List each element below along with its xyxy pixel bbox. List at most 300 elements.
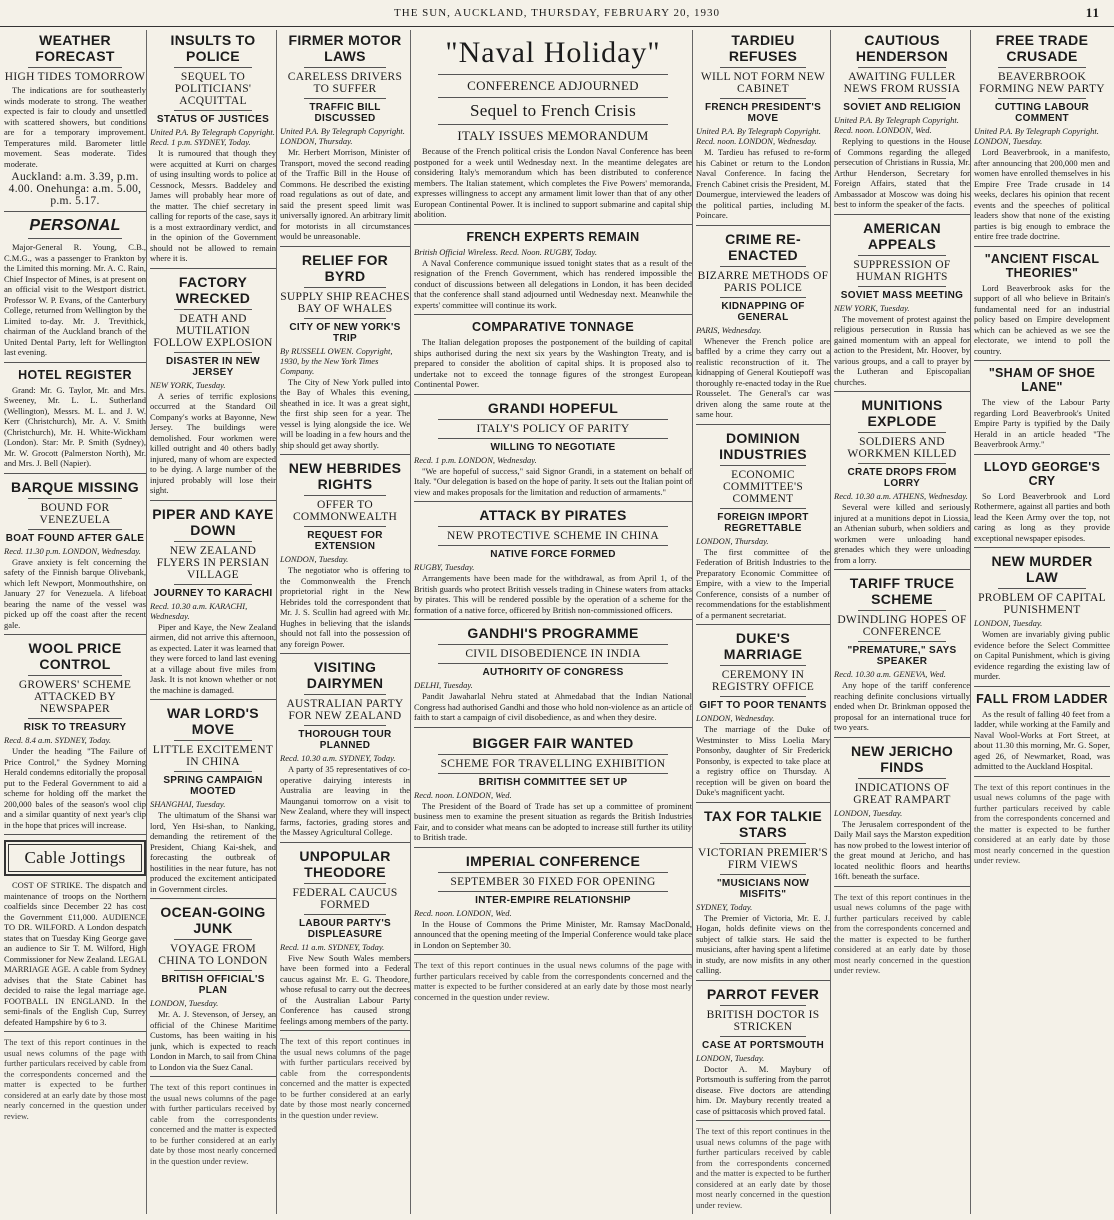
- divider-rule: [28, 529, 122, 530]
- article-subdeck: FRENCH PRESIDENT'S MOVE: [704, 102, 822, 124]
- article-subdeck: WILLING TO NEGOTIATE: [490, 441, 616, 453]
- article-deck: FEDERAL CAUCUS FORMED: [292, 886, 398, 911]
- column-rule: [414, 224, 692, 225]
- dateline: Recd. noon. LONDON, Wed.: [414, 907, 512, 918]
- article-deck: CARELESS DRIVERS TO SUFFER: [287, 71, 403, 95]
- article-headline: HOTEL REGISTER: [18, 367, 132, 382]
- article-body: [280, 377, 410, 451]
- article-deck: OFFER TO COMMONWEALTH: [292, 499, 398, 523]
- column-rule: [696, 802, 830, 803]
- article-subdeck: TRAFFIC BILL DISCUSSED: [309, 102, 381, 124]
- article: [696, 630, 830, 803]
- article: [280, 252, 410, 456]
- divider-rule: [304, 98, 386, 99]
- paragraph: Lord Beaverbrook asks for the support of all who believe in Britain's fundamental need for an industrial policy based on Empire development which can be achieved as we see the electorate, we intend to poll the country.: [974, 282, 1110, 356]
- article-body: [4, 746, 146, 830]
- article-headline: PERSONAL: [29, 217, 121, 234]
- article-subdeck: THOROUGH TOUR PLANNED: [298, 729, 392, 751]
- divider-rule: [438, 754, 668, 755]
- article-headline: FALL FROM LADDER: [976, 691, 1108, 706]
- article-subdeck: LABOUR PARTY'S DISPLEASURE: [299, 917, 391, 940]
- article-headline: FREE TRADE CRUSADE: [995, 32, 1089, 64]
- article-body: [974, 629, 1110, 682]
- article-deck: SEQUEL TO POLITICIANS' ACQUITTAL: [174, 71, 252, 107]
- paragraph: As the result of falling 40 feet from a ladder, while working at the Family and Naval Wool-Works at Fort Street, at about 11.30 this morning, Mr. G. Soper, aged 26, of Newmarket, Road, was admitted to the Auckland Hospital.: [974, 708, 1110, 771]
- column-rule: [834, 214, 970, 215]
- divider-rule: [438, 419, 668, 420]
- article: [974, 553, 1110, 687]
- divider-rule: [438, 891, 668, 892]
- paragraph: Lord Beaverbrook, in a manifesto, after announcing that 200,000 men and women have enrolled themselves in his Empire Free Trade crusade in 14 weeks, declares his opinion that recent events and the speeches of political leaders show that none of the existing parties is big enough to embrace the entire free trade doctrine.: [974, 147, 1110, 241]
- article-deck: BRITISH DOCTOR IS STRICKEN: [706, 1008, 820, 1033]
- article-deck: CIVIL DISOBEDIENCE IN INDIA: [465, 648, 641, 660]
- article-subdeck: CITY OF NEW YORK'S TRIP: [289, 321, 401, 344]
- article-body: [280, 565, 410, 649]
- article-deck: NEW PROTECTIVE SCHEME IN CHINA: [447, 530, 659, 542]
- article-deck: NEW ZEALAND FLYERS IN PERSIAN VILLAGE: [156, 544, 270, 581]
- article-headline: NEW MURDER LAW: [991, 553, 1093, 585]
- dateline: United P.A. By Telegraph Copyright. LONDON, Tuesday.: [974, 126, 1099, 146]
- divider-rule: [998, 588, 1086, 589]
- article-deck: BIZARRE METHODS OF PARIS POLICE: [697, 269, 829, 294]
- divider-rule: [304, 287, 386, 288]
- divider-rule: [858, 286, 946, 287]
- paragraph: The movement of protest against the religious persecution in Russia has gained momentum with an appeal for action to the President, Mr. Hoover, by various groups, and a call to prayer by the Lutheran and Episcopalian churches.: [834, 313, 970, 387]
- article-body: [834, 502, 970, 565]
- article-headline: TARIFF TRUCE SCHEME: [849, 575, 955, 607]
- column-rule: [414, 727, 692, 728]
- column-6: [834, 30, 971, 1214]
- article: [150, 705, 276, 899]
- dateline: RUGBY, Tuesday.: [414, 562, 475, 572]
- column-rule: [280, 454, 410, 455]
- article-deck: WILL NOT FORM NEW CABINET: [700, 71, 826, 95]
- divider-rule: [720, 297, 806, 298]
- article-subdeck: INTER-EMPIRE RELATIONSHIP: [475, 894, 631, 906]
- article-deck: VICTORIAN PREMIER'S FIRM VIEWS: [698, 846, 828, 871]
- paragraph: Women are invariably giving public evidence before the Select Committee on Capital Punishment, which is giving evidence regarding the existing law of murder.: [974, 629, 1110, 681]
- paragraph: The Italian delegation proposes the postponement of the building of capital ships authorised during the next six years by the Washington Treaty, and is prepared to consider the abolition of capital ships. It is proposed also to undertake not to exceed the tonnage figures of the strongest European Continental Power.: [414, 337, 692, 389]
- column-rule: [414, 314, 692, 315]
- article-deck: CEREMONY IN REGISTRY OFFICE: [711, 669, 815, 693]
- article: [696, 986, 830, 1122]
- article: [4, 640, 146, 835]
- dateline: NEW YORK, Tuesday.: [150, 379, 226, 390]
- article: [4, 32, 146, 212]
- column-rule: [4, 1031, 146, 1032]
- dateline: LONDON, Thursday.: [696, 535, 769, 546]
- article-subdeck: SOVIET AND RELIGION: [843, 102, 961, 113]
- article-subdeck: STATUS OF JUSTICES: [156, 114, 270, 125]
- column-rule: [150, 268, 276, 269]
- article: [414, 36, 692, 225]
- column-3: [280, 30, 411, 1214]
- article-deck: PROBLEM OF CAPITAL PUNISHMENT: [978, 592, 1106, 616]
- dateline: SHANGHAI, Tuesday.: [150, 799, 226, 809]
- dateline: Recd. 10.30 a.m. SYDNEY, Today.: [280, 753, 396, 763]
- dateline: Recd. noon. LONDON, Wed.: [414, 789, 512, 800]
- article-headline: INSULTS TO POLICE: [170, 32, 256, 64]
- divider-rule: [304, 914, 386, 915]
- column-rule: [974, 360, 1110, 361]
- column-filler: The text of this report continues in the usual news columns of the page with further particulars received by cable from the correspondents concerned and the matter is expected to be further considered at an early date by those most nearly concerned in the question under review.: [150, 1082, 276, 1166]
- article-headline: NEW HEBRIDES RIGHTS: [288, 460, 402, 492]
- divider-rule: [174, 771, 252, 772]
- article-headline: CAUTIOUS HENDERSON: [855, 32, 949, 64]
- article-body: [414, 691, 692, 723]
- article-body: [834, 136, 970, 210]
- dateline: Recd. 1 p.m. LONDON, Wednesday.: [414, 454, 537, 465]
- article-deck: SUPPLY SHIP REACHES BAY OF WHALES: [280, 290, 410, 315]
- dateline: LONDON, Tuesday.: [150, 998, 219, 1008]
- page-number: 11: [1085, 5, 1100, 20]
- dateline: United P.A. By Telegraph Copyright. Recd. noon. LONDON, Wednesday.: [696, 126, 821, 146]
- divider-rule: [438, 526, 668, 527]
- column-rule: [414, 847, 692, 848]
- divider-rule: [720, 1005, 806, 1006]
- article: [974, 32, 1110, 247]
- article: [414, 853, 692, 956]
- column-rule: [696, 1120, 830, 1121]
- article: [834, 397, 970, 570]
- article-deck: ECONOMIC COMMITTEE'S COMMENT: [722, 468, 804, 505]
- article-deck: SCHEME FOR TRAVELLING EXHIBITION: [440, 757, 666, 770]
- article-headline: ATTACK BY PIRATES: [479, 507, 627, 523]
- column-5: [696, 30, 831, 1214]
- article: [280, 32, 410, 247]
- article-body: [150, 810, 276, 894]
- article-subdeck: "PREMATURE," SAYS SPEAKER: [847, 645, 957, 667]
- divider-rule: [304, 694, 386, 695]
- column-rule: [696, 980, 830, 981]
- article: [974, 460, 1110, 549]
- article-subdeck: Sequel to French Crisis: [469, 101, 637, 120]
- article: [150, 32, 276, 269]
- column-rule: [974, 547, 1110, 548]
- article-subdeck: GIFT TO POOR TENANTS: [699, 700, 827, 711]
- article-body: [150, 391, 276, 496]
- column-rule: [834, 391, 970, 392]
- divider-rule: [438, 124, 668, 125]
- divider-rule: [998, 98, 1086, 99]
- column-filler: The text of this report continues in the usual news columns of the page with further particulars received by cable from the correspondents concerned and the matter is expected to be further considered at an early date by those most nearly concerned in the question under review.: [280, 1036, 410, 1120]
- article-subdeck: "MUSICIANS NOW MISFITS": [716, 877, 810, 900]
- article-body: [150, 1009, 276, 1072]
- divider-rule: [304, 526, 386, 527]
- paragraph: A Naval Conference communique issued tonight states that as a result of the resignation of the French Government, which has rendered impossible the conduct of discussions between all delegations in London, it has been decided that the conference shall stand adjourned until Wednesday next. Meanwhile the experts' committee will continue its work.: [414, 257, 692, 310]
- article-subdeck: REQUEST FOR EXTENSION: [307, 530, 383, 552]
- article-body: [414, 258, 692, 311]
- article: [834, 32, 970, 215]
- dateline: Recd. 11 a.m. SYDNEY, Today.: [280, 941, 385, 952]
- dateline: NEW YORK, Tuesday.: [834, 302, 910, 313]
- paragraph: Piper and Kaye, the New Zealand airmen, did not arrive this afternoon, as expected. Later it was learned that they were forced to land last evening at a village about five miles from Jask. It is not known whether or not the machine is damaged.: [150, 621, 276, 695]
- column-rule: [696, 624, 830, 625]
- article: [974, 366, 1110, 455]
- column-1: [4, 30, 147, 1214]
- paragraph: Several were killed and seriously injured at a munitions depot in Liossia, an Athenian suburb, when soldiers and workmen were unloading hand grenades which they were unloading from a lorry.: [834, 502, 970, 565]
- column-rule: [834, 886, 970, 887]
- article: [974, 252, 1110, 362]
- divider-rule: [438, 644, 668, 645]
- divider-rule: [28, 498, 122, 499]
- paragraph: M. Tardieu has refused to re-form his Cabinet or return to the London Naval Conference. In facing the French Cabinet crisis the President, M. Doumergue, interviewed the leaders of the political parties, including M. Poincare.: [696, 147, 830, 220]
- dateline: United P.A. By Telegraph Copyright. LONDON, Thursday.: [280, 126, 405, 146]
- article-body: [280, 147, 410, 242]
- article: [4, 840, 146, 1032]
- article: [414, 320, 692, 395]
- article-deck: BEAVERBROOK FORMING NEW PARTY: [979, 71, 1105, 95]
- divider-rule: [438, 74, 668, 75]
- article-headline: COMPARATIVE TONNAGE: [472, 320, 634, 334]
- paragraph: "We are hopeful of success," said Signor Grandi, in a statement on behalf of Italy. "Our delegation is based on the hope of parity. It sets out the Italian point of view and makes proposals for the limitation and reduction of armaments.": [414, 465, 692, 497]
- paragraph: Any hope of the tariff conference reaching definite conclusions virtually ended when Dr. Brinkman opposed the proposal for an international truce for two years.: [834, 680, 970, 732]
- paragraph: The City of New York pulled into the Bay of Whales this evening, sheathed in ice. It was a great sight, the first ship seen for a year. The vessel is lying alongside the ice. We will be loading in a few hours and the ship should get away shortly.: [280, 376, 410, 450]
- article-deck: SUPPRESSION OF HUMAN RIGHTS: [853, 258, 951, 283]
- divider-rule: [174, 939, 252, 940]
- article-headline: OCEAN-GOING JUNK: [160, 904, 266, 936]
- article-body: [974, 397, 1110, 450]
- article: [4, 368, 146, 474]
- article: [414, 230, 692, 316]
- column-rule: [4, 362, 146, 363]
- article-body: [834, 680, 970, 733]
- dateline: PARIS, Wednesday.: [696, 324, 762, 335]
- dateline: Recd. 8.4 a.m. SYDNEY, Today.: [4, 735, 112, 745]
- column-filler: The text of this report continues in the usual news columns of the page with further particulars received by cable from the correspondents concerned and the matter is expected to be further considered at an early date by those most nearly concerned in the question under review.: [4, 1037, 146, 1121]
- divider-rule: [858, 432, 946, 433]
- article: [4, 217, 146, 363]
- paragraph: The negotiator who is offering to the Commonwealth the French proprietorial right in the New Hebrides told the correspondent that Mr. J. S. Scullin had agreed with Mr. Hughes in believing that the islands should not fall into the possession of any foreign Power.: [280, 565, 410, 649]
- divider-rule: [174, 67, 252, 68]
- article-headline: GANDHI'S PROGRAMME: [467, 625, 639, 641]
- article-subdeck: NATIVE FORCE FORMED: [490, 549, 616, 560]
- article-deck: AUSTRALIAN PARTY FOR NEW ZEALAND: [286, 698, 404, 722]
- column-rule: [414, 394, 692, 395]
- divider-rule: [720, 1036, 806, 1037]
- article-headline: TARDIEU REFUSES: [728, 32, 798, 64]
- column-rule: [696, 225, 830, 226]
- divider-rule: [858, 98, 946, 99]
- divider-rule: [438, 438, 668, 439]
- paragraph: In the House of Commons the Prime Minister, Mr. Ramsay MacDonald, announced that the opening meeting of the Imperial Conference would take place in London on September 30.: [414, 918, 692, 950]
- column-rule: [280, 246, 410, 247]
- article: [834, 743, 970, 887]
- divider-rule: [304, 883, 386, 884]
- divider-rule: [720, 696, 806, 697]
- article-subdeck: CUTTING LABOUR COMMENT: [994, 102, 1090, 124]
- column-rule: [974, 454, 1110, 455]
- article: [150, 904, 276, 1077]
- column-rule: [414, 954, 692, 955]
- article-body: [974, 147, 1110, 242]
- article-headline: VISITING DAIRYMEN: [306, 659, 384, 691]
- article-headline: IMPERIAL CONFERENCE: [465, 852, 641, 869]
- column-rule: [834, 737, 970, 738]
- article-headline: FRENCH EXPERTS REMAIN: [466, 229, 640, 244]
- article-subdeck: CASE AT PORTSMOUTH: [701, 1039, 825, 1051]
- divider-rule: [174, 110, 252, 111]
- article-headline: Cable Jottings: [8, 844, 142, 872]
- article-headline: PIPER AND KAYE DOWN: [152, 505, 274, 538]
- article: [414, 735, 692, 848]
- divider-rule: [304, 67, 386, 68]
- article-body: [696, 147, 830, 221]
- article: [280, 460, 410, 654]
- article-headline: "Naval Holiday": [445, 36, 661, 69]
- paragraph: COST OF STRIKE. The dispatch and maintenance of troops on the Northern coalfields since December 22 has cost the Government £11,000. AUDIENCE TO DR. WILFORD. A London despatch states that on Tuesday King George gave an audience to Sir T. M. Wilford, High Commissioner for New Zealand. LEGAL MARRIAGE AGE. A cable from Sydney advises that the State Cabinet has decided to raise the legal marriage age. FOOTBALL IN ENGLAND. In the semi-finals of the English Cup, Surrey defeated Hampshire by 6 to 3.: [4, 880, 146, 1027]
- divider-rule: [858, 641, 946, 642]
- column-rule: [280, 653, 410, 654]
- paragraph: Because of the French political crisis the London Naval Conference has been postponed for a week until Wednesday next. In the meantime delegates are considering Italy's memorandum which has been distributed to conference members. The Italian statement, which completes the Five Powers' memoranda, expresses willingness to accept any armament limit lower than that of any other European Continental Power. It is inclined to support submarine and capital ship abolition.: [414, 146, 692, 219]
- article-deck: SEPTEMBER 30 FIXED FOR OPENING: [450, 875, 656, 888]
- article: [696, 430, 830, 626]
- divider-rule: [438, 663, 668, 664]
- column-filler: The text of this report continues in the usual news columns of the page with further particulars received by cable from the correspondents concerned and the matter is expected to be further considered at an early date by those most nearly concerned in the question under review.: [414, 960, 692, 1002]
- article-subdeck: CRATE DROPS FROM LORRY: [847, 467, 957, 489]
- article: [834, 220, 970, 393]
- divider-rule: [858, 463, 946, 464]
- lower-right: [414, 733, 692, 1003]
- paragraph: Whenever the French police are baffled by a crime they carry out a realistic reconstruction of it. The kidnapping of General Koutiepoff was thoroughly re-enacted today in the Rue Rousselet. The General's car was driven along the same route at the same hour.: [696, 335, 830, 419]
- dateline: LONDON, Tuesday.: [280, 554, 349, 564]
- divider-rule: [174, 352, 252, 353]
- paragraph: Doctor A. M. Maybury of Portsmouth is suffering from the parrot disease. Five doctors are attending him. Dr. Maybury recently treated a case of psittacosis which proved fatal.: [696, 1063, 830, 1116]
- article-deck: SOLDIERS AND WORKMEN KILLED: [847, 436, 957, 460]
- paragraph: Five New South Wales members have been formed into a Federal caucus against Mr. E. G. Theodore, whose refusal to carry out the decrees of the Australian Labour Party Conference has caused strong feelings among members of the party.: [280, 952, 410, 1026]
- divider-rule: [438, 97, 668, 98]
- article-headline: WAR LORD'S MOVE: [167, 705, 259, 737]
- article: [414, 625, 692, 728]
- article-headline: AMERICAN APPEALS: [863, 219, 941, 252]
- paragraph: The first committee of the Federation of British Industries to the Preparatory Economic Committee of Empire, with a view to the Imperial Conference, consists of a number of recommendations for the establishment of a permanent secretariat.: [696, 546, 830, 620]
- divider-rule: [304, 318, 386, 319]
- dateline: Recd. 10.30 a.m. ATHENS, Wednesday.: [834, 491, 968, 501]
- column-rule: [280, 842, 410, 843]
- divider-rule: [174, 740, 252, 741]
- paragraph: Major-General R. Young, C.B., C.M.G., was a passenger to Frankton by the Limited this morning. Mr. A. C. Rain, Chief Inspector of Mines, is at present on an official visit to the Westport district. Professor W. P. Evans, of the Canterbury College, returned from Wellington by the Limited to-day. Mr. J. Trevithick, chairman of the Auckland branch of the United Dental Party, left for Wellington last evening.: [4, 242, 146, 357]
- article-body: [150, 622, 276, 696]
- article-subdeck: DISASTER IN NEW JERSEY: [166, 355, 260, 378]
- paragraph: Mr. Herbert Morrison, Minister of Transport, moved the second reading of the Traffic Bill in the House of Commons. He described the existing road regulations as out of date, and said the present speed limit was universally ignored. An arbitrary limit for motorists in all circumstances would be unreasonable.: [280, 147, 410, 241]
- lower-split: [414, 733, 692, 1003]
- paragraph: The indications are for southeasterly winds moderate to strong. The weather expected is fair to cloudy and unsettled with scattered showers, but conditions are for a temporary improvement. Temperatures mild. Barometer little movement. Seas moderate. Tides moderate.: [4, 85, 146, 169]
- paragraph: Under the heading "The Failure of Price Control," the Sydney Morning Herald condemns editorially the proposal put to the Federal Government to aid a scheme for holding off the market the 200,000 bales of the season's wool clip and a similar quantity of next year's clip in the hope that prices will increase.: [4, 746, 146, 830]
- column-rule: [4, 211, 146, 212]
- divider-rule: [720, 98, 806, 99]
- article-deck: HIGH TIDES TOMORROW: [4, 71, 146, 83]
- dateline: United P.A. By Telegraph Copyright. Recd. 1 p.m. SYDNEY, Today.: [150, 127, 275, 147]
- article-headline: WEATHER FORECAST: [35, 32, 115, 64]
- divider-rule: [438, 872, 668, 873]
- article-headline: MUNITIONS EXPLODE: [861, 397, 943, 429]
- divider-rule: [304, 495, 386, 496]
- article-subdeck: SPRING CAMPAIGN MOOTED: [163, 775, 263, 797]
- article-headline: "SHAM OF SHOE LANE": [988, 366, 1096, 394]
- divider-rule: [720, 843, 806, 844]
- divider-rule: [720, 465, 806, 466]
- article-headline: GRANDI HOPEFUL: [487, 399, 619, 416]
- article-headline: CRIME RE-ENACTED: [725, 230, 801, 263]
- column-rule: [414, 619, 692, 620]
- dateline: Recd. 10.30 a.m. KARACHI, Wednesday.: [150, 600, 248, 621]
- column-rule: [150, 699, 276, 700]
- article-body: [280, 953, 410, 1027]
- divider-rule: [858, 610, 946, 611]
- article-headline: "ANCIENT FISCAL THEORIES": [984, 251, 1100, 280]
- article-body: [414, 919, 692, 951]
- article-body: [414, 337, 692, 390]
- article-subdeck: BOAT FOUND AFTER GALE: [5, 532, 145, 544]
- article-body: [414, 466, 692, 498]
- article-body: [974, 709, 1110, 772]
- dateline: British Official Wireless. Recd. Noon. RUGBY, Today.: [414, 246, 597, 257]
- article: [150, 274, 276, 501]
- article-subdeck: RISK TO TREASURY: [23, 722, 127, 733]
- paragraph: Grave anxiety is felt concerning the safety of the Finnish barque Olivebank, which left Newport, Monmouthshire, on January 27 for Venezuela. A lifeboat bearing the name of the vessel was picked up off the coast after the recent gale.: [4, 556, 146, 630]
- divider-rule: [28, 675, 122, 676]
- column-rule: [150, 898, 276, 899]
- article-body: [4, 557, 146, 631]
- divider-rule: [438, 545, 668, 546]
- article: [696, 808, 830, 981]
- article-body: [280, 764, 410, 838]
- column-4: [414, 30, 693, 1214]
- paragraph: Pandit Jawaharlal Nehru stated at Ahmedabad that the Indian National Congress had authorised Gandhi and those who hold non-violence as an article of faith to start a campaign of civil disobedience, as and when they desire.: [414, 691, 692, 722]
- article-headline: TAX FOR TALKIE STARS: [703, 807, 822, 840]
- column-rule: [696, 424, 830, 425]
- paragraph: The Jerusalem correspondent of the Daily Mail says the Marston expedition has now probed to the lowest interior of the great mound at Jericho, and has located neolithic floors and hearths 16ft. beneath the surface.: [834, 818, 970, 881]
- column-rule: [834, 569, 970, 570]
- article-body: [834, 819, 970, 882]
- column-rule: [4, 634, 146, 635]
- article-headline: BARQUE MISSING: [11, 478, 139, 495]
- column-filler: The text of this report continues in the usual news columns of the page with further particulars received by cable from the correspondents concerned and the matter is expected to be further considered at an early date by those most nearly concerned in the question under review.: [974, 781, 1110, 865]
- divider-rule: [174, 541, 252, 542]
- article-headline: LLOYD GEORGE'S CRY: [983, 459, 1101, 488]
- masthead-title: THE SUN, AUCKLAND, THURSDAY, FEBRUARY 20, 1930: [394, 7, 720, 19]
- divider-rule: [304, 725, 386, 726]
- article-headline: DOMINION INDUSTRIES: [719, 429, 807, 462]
- article-body: [414, 801, 692, 843]
- article-headline: BIGGER FAIR WANTED: [472, 734, 634, 751]
- article-subdeck: JOURNEY TO KARACHI: [153, 587, 273, 599]
- dateline: LONDON, Wednesday.: [696, 713, 775, 723]
- article: [696, 231, 830, 425]
- article-body: [696, 1064, 830, 1117]
- article-body: [4, 242, 146, 358]
- paragraph: Replying to questions in the House of Commons regarding the alleged persecution of Christians in Russia, Mr. Arthur Henderson, Secretary for Foreign Affairs, stated that the Ambassador at Moscow was doing his best to inform the speaker of the facts.: [834, 136, 970, 209]
- article-body: [4, 385, 146, 469]
- column-filler: The text of this report continues in the usual news columns of the page with further particulars received by cable from the correspondents concerned and the matter is expected to be further considered at an early date by those most nearly concerned in the question under review.: [834, 891, 970, 975]
- article-deck: CONFERENCE ADJOURNED: [467, 78, 639, 93]
- column-rule: [974, 246, 1110, 247]
- dateline: By RUSSELL OWEN. Copyright, 1930, by the New York Times Company.: [280, 345, 393, 376]
- divider-rule: [28, 238, 122, 239]
- divider-rule: [720, 67, 806, 68]
- column-2: [150, 30, 277, 1214]
- column-rule: [4, 473, 146, 474]
- article-body: [696, 724, 830, 798]
- article-deck: DEATH AND MUTILATION FOLLOW EXPLOSION: [153, 312, 273, 349]
- naval-section: [414, 36, 692, 728]
- article-headline: UNPOPULAR THEODORE: [299, 847, 391, 880]
- article-body: [414, 573, 692, 615]
- article-subdeck: SOVIET MASS MEETING: [840, 289, 964, 301]
- column-filler: The text of this report continues in the usual news columns of the page with further particulars received by cable from the correspondents concerned and the matter is expected to be further considered at an early date by those most nearly concerned in the question under review.: [696, 1126, 830, 1210]
- article-subdeck: BRITISH OFFICIAL'S PLAN: [161, 974, 265, 996]
- article: [696, 32, 830, 226]
